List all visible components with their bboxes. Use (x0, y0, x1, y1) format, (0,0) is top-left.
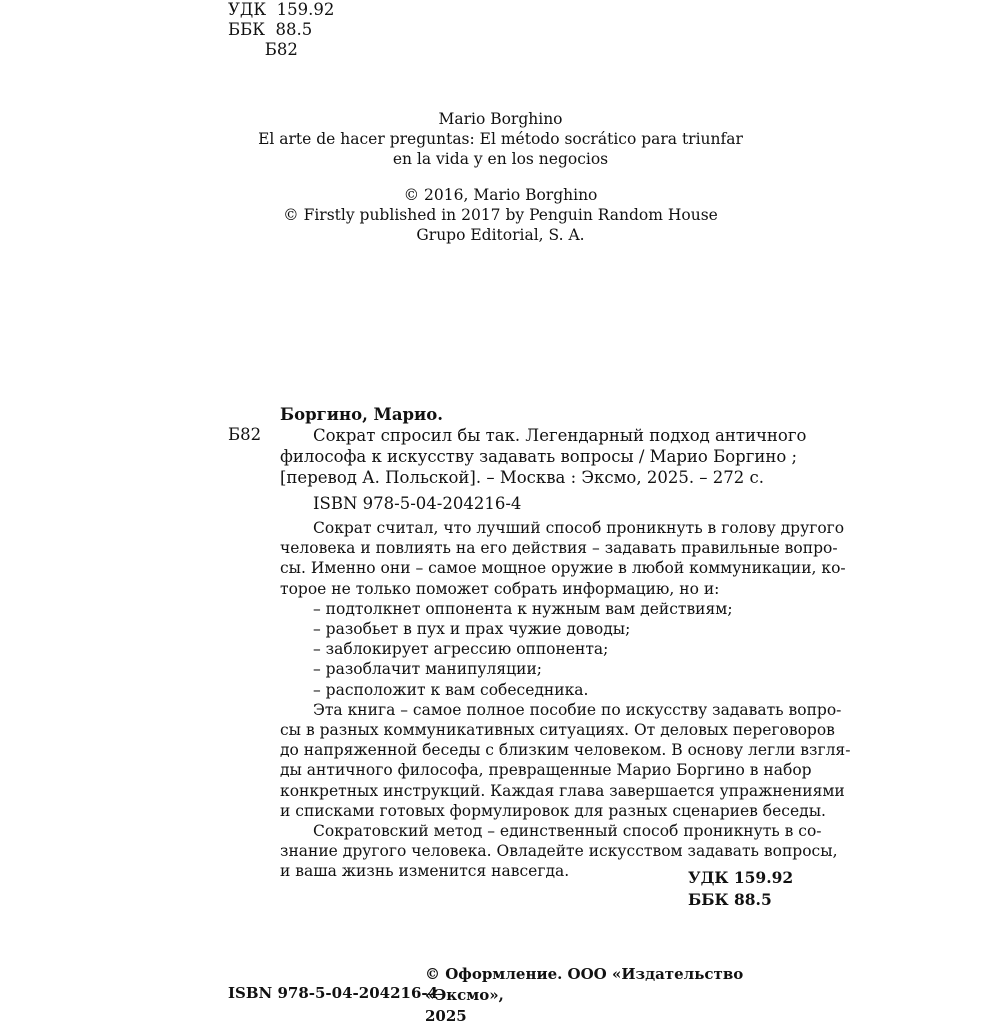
original-copyright-line: © Firstly published in 2017 by Penguin Random House (283, 206, 718, 224)
annotation-list-item: – заблокирует агрессию оппонента; (313, 640, 609, 659)
footer-isbn: ISBN 978-5-04-204216-4 (228, 984, 439, 1002)
design-copyright (425, 964, 780, 1027)
copyright-line: © Оформление. ООО «Издательство «Эксмо», (425, 965, 744, 1004)
udk-value: 159.92 (276, 0, 335, 19)
top-classification-codes (228, 0, 334, 60)
catalog-author-heading: Боргино, Марио. (280, 405, 444, 424)
annotation-line: Сократовский метод – единственный способ проникнуть в со- (313, 822, 822, 841)
original-copyright-line: © 2016, Mario Borghino (403, 186, 598, 204)
annotation-line: знание другого человека. Овладейте искусством задавать вопросы, (280, 842, 838, 861)
annotation-list-item: – подтолкнет оппонента к нужным вам действиям; (313, 599, 733, 618)
catalog-isbn: ISBN 978-5-04-204216-4 (313, 494, 522, 513)
original-title-line: en la vida y en los negocios (392, 150, 609, 168)
udk-row (228, 0, 334, 20)
annotation-line: Эта книга – самое полное пособие по искусству задавать вопро- (313, 700, 842, 719)
copyright-year: 2025 (425, 1007, 467, 1025)
bbk-label: ББК (228, 20, 266, 39)
description-line: философа к искусству задавать вопросы / Марио Боргино ; (280, 447, 798, 466)
author-mark-row (228, 40, 334, 60)
bibliographic-description (280, 425, 807, 488)
annotation-line: сы. Именно они – самое мощное оружие в любой коммуникации, ко- (280, 559, 846, 578)
original-title-line: El arte de hacer preguntas: El método socrático para triunfar (258, 130, 743, 148)
annotation-line: и ваша жизнь изменится навсегда. (280, 862, 570, 881)
bbk-row (228, 20, 334, 40)
classification-codes (688, 867, 793, 911)
annotation-list-item: – расположит к вам собеседника. (313, 680, 589, 699)
original-author: Mario Borghino (438, 110, 563, 128)
annotation-list-item: – разоблачит манипуляции; (313, 660, 543, 679)
bbk-code: ББК 88.5 (688, 890, 772, 909)
description-line: [перевод А. Польской]. – Москва : Эксмо, 2025. – 272 с. (280, 468, 765, 487)
annotation-line: ды античного философа, превращенные Марио Боргино в набор (280, 761, 812, 780)
author-mark: Б82 (264, 40, 298, 59)
original-edition-info (228, 109, 773, 245)
udk-label: УДК (228, 0, 267, 19)
annotation-line: конкретных инструкций. Каждая глава завершается упражнениями (280, 781, 845, 800)
annotation-line: до напряженной беседы с близким человеком. В основу легли взгля- (280, 741, 851, 760)
bbk-value: 88.5 (275, 20, 313, 39)
original-copyright-line: Grupo Editorial, S. A. (416, 226, 585, 244)
annotation-line: сы в разных коммуникативных ситуациях. От деловых переговоров (280, 721, 835, 740)
annotation-line: человека и повлиять на его действия – задавать правильные вопро- (280, 539, 838, 558)
udk-code: УДК 159.92 (688, 868, 794, 887)
annotation-list-item: – разобьет в пух и прах чужие доводы; (313, 620, 631, 639)
catalog-code: Б82 (228, 425, 262, 444)
annotation-line: и списками готовых формулировок для разных сценариев беседы. (280, 801, 826, 820)
annotation (280, 518, 851, 882)
annotation-line: торое не только поможет собрать информацию, но и: (280, 579, 720, 598)
annotation-line: Сократ считал, что лучший способ проникнуть в голову другого (313, 519, 845, 537)
description-line: Сократ спросил бы так. Легендарный подход античного (313, 426, 807, 445)
